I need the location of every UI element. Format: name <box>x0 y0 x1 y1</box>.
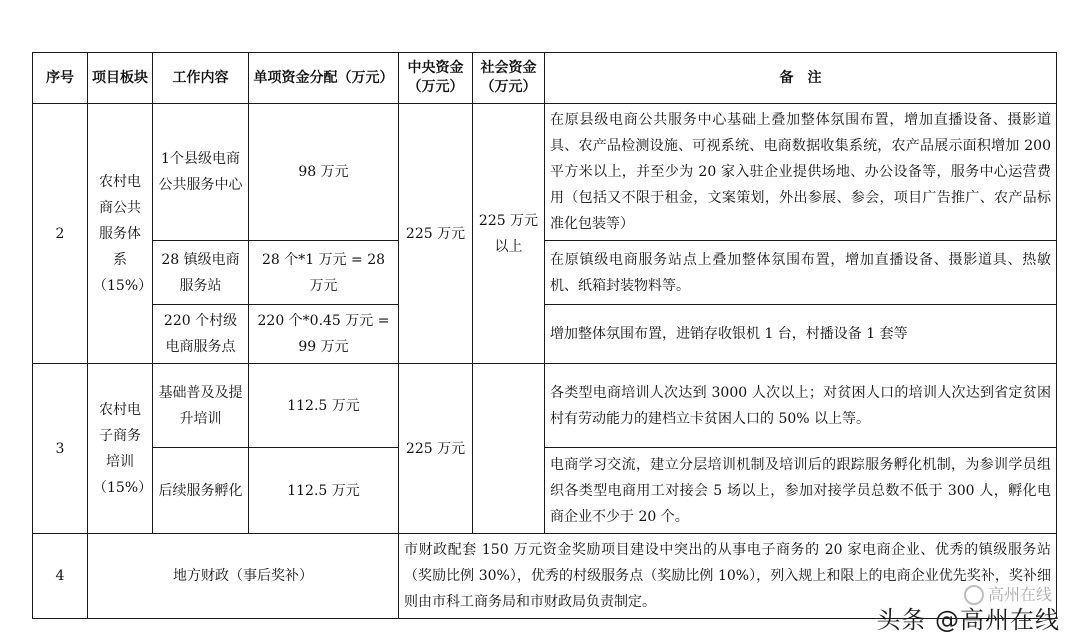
alloc-cell: 112.5 万元 <box>249 364 399 448</box>
content-cell: 后续服务孵化 <box>153 448 249 534</box>
seq-cell: 4 <box>33 534 88 619</box>
table-row <box>33 448 1057 534</box>
remark-cell: 在原镇级电商服务站点上叠加整体氛围布置，增加直播设备、摄影道具、热敏机、纸箱封装物料等。 <box>545 241 1057 305</box>
header-remark: 备 注 <box>545 53 1057 104</box>
social-cell: 225 万元以上 <box>473 104 545 364</box>
alloc-cell: 220 个*0.45 万元 = 99 万元 <box>249 305 399 364</box>
table-row <box>33 364 1057 448</box>
funding-table <box>32 52 1057 619</box>
seq-cell: 3 <box>33 364 88 534</box>
header-seq: 序号 <box>33 53 88 104</box>
header-row <box>33 53 1057 104</box>
block-cell: 农村电子商务培训（15%） <box>88 364 153 534</box>
header-central: 中央资金（万元） <box>399 53 473 104</box>
block-cell: 地方财政（事后奖补） <box>88 534 399 619</box>
alloc-cell: 28 个*1 万元 = 28 万元 <box>249 241 399 305</box>
source-watermark: 头条 @高州在线 <box>876 606 1060 634</box>
central-cell: 225 万元 <box>399 104 473 364</box>
remark-cell: 市财政配套 150 万元资金奖励项目建设中突出的从事电子商务的 20 家电商企业、优秀的镇级服务站（奖励比例 30%），优秀的村级服务点（奖励比例 10%），列入规上和限上的电商企业优先奖补，奖补细则由市科工商务局和市财政局负责制定。 <box>399 534 1057 619</box>
content-cell: 1个县级电商公共服务中心 <box>153 104 249 241</box>
content-cell: 基础普及及提升培训 <box>153 364 249 448</box>
remark-cell: 增加整体氛围布置，进销存收银机 1 台，村播设备 1 套等 <box>545 305 1057 364</box>
block-cell: 农村电商公共服务体系（15%） <box>88 104 153 364</box>
faded-watermark-text: 高州在线 <box>987 584 1052 604</box>
header-block: 项目板块 <box>88 53 153 104</box>
content-cell: 28 镇级电商服务站 <box>153 241 249 305</box>
header-social: 社会资金（万元） <box>473 53 545 104</box>
table-row <box>33 104 1057 241</box>
social-cell-empty <box>473 364 545 534</box>
header-alloc: 单项资金分配（万元） <box>249 53 399 104</box>
remark-cell: 在原县级电商公共服务中心基础上叠加整体氛围布置，增加直播设备、摄影道具、农产品检测设施、可视系统、电商数据收集系统，农产品展示面积增加 200 平方米以上，并至少为 20 家入驻企业提供场地、办公设备等，服务中心运营费用（包括又不限于租金，文案策划，外出参展、参会，项目广告推广、农产品标准化包装等） <box>545 104 1057 241</box>
table-row <box>33 305 1057 364</box>
alloc-cell: 98 万元 <box>249 104 399 241</box>
alloc-cell: 112.5 万元 <box>249 448 399 534</box>
content-cell: 220 个村级电商服务点 <box>153 305 249 364</box>
seq-cell: 2 <box>33 104 88 364</box>
remark-cell: 各类型电商培训人次达到 3000 人次以上；对贫困人口的培训人次达到省定贫困村有劳动能力的建档立卡贫困人口的 50% 以上等。 <box>545 364 1057 448</box>
header-content: 工作内容 <box>153 53 249 104</box>
remark-cell: 电商学习交流，建立分层培训机制及培训后的跟踪服务孵化机制，为参训学员组织各类型电商用工对接会 5 场以上，参加对接学员总数不低于 300 人，孵化电商企业不少于 20 个。 <box>545 448 1057 534</box>
table-row <box>33 241 1057 305</box>
central-cell: 225 万元 <box>399 364 473 534</box>
